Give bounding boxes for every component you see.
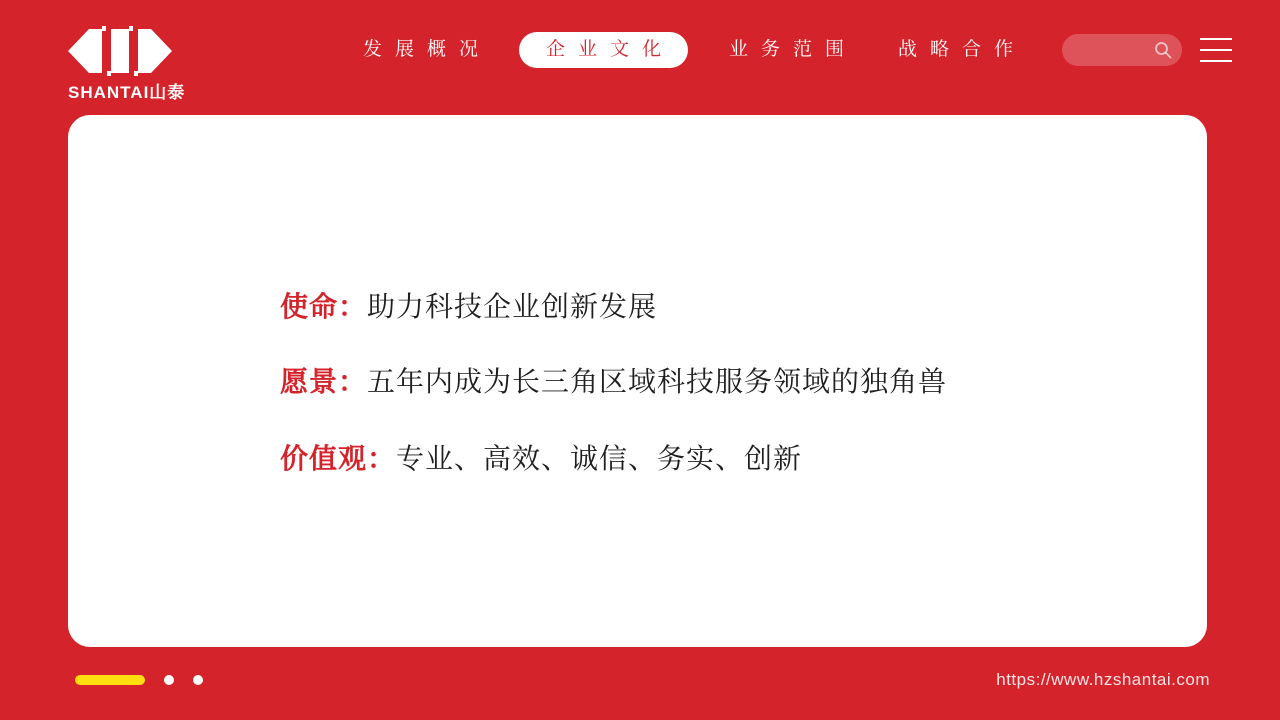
vision-label: 愿景： xyxy=(280,366,368,397)
search-icon[interactable] xyxy=(1154,41,1172,59)
slide-pagination xyxy=(75,675,203,685)
mission-label: 使命： xyxy=(280,291,368,322)
content-card xyxy=(68,115,1207,647)
mission-text: 助力科技企业创新发展 xyxy=(367,291,658,322)
pagination-active-indicator[interactable] xyxy=(75,675,145,685)
brand-logo-icon xyxy=(68,26,172,76)
nav-item-development-overview[interactable]: 发展概况 xyxy=(363,39,492,60)
vision-line xyxy=(280,360,947,400)
search-input[interactable] xyxy=(1074,34,1154,66)
pagination-dot-3[interactable] xyxy=(193,675,203,685)
nav-item-strategic-cooperation[interactable]: 战略合作 xyxy=(898,39,1027,60)
nav-item-business-scope[interactable]: 业务范围 xyxy=(729,39,858,60)
values-text: 专业、高效、诚信、务实、创新 xyxy=(396,443,803,474)
values-label: 价值观： xyxy=(280,443,397,474)
nav-item-corporate-culture[interactable]: 企业文化 xyxy=(519,32,688,68)
values-line xyxy=(280,437,802,477)
brand-name: SHANTAI山泰 xyxy=(68,83,186,102)
mission-line xyxy=(280,285,657,325)
brand-logo[interactable] xyxy=(68,26,186,103)
search-box[interactable] xyxy=(1062,34,1182,66)
site-url: https://www.hzshantai.com xyxy=(996,670,1210,689)
hamburger-menu-icon[interactable] xyxy=(1200,38,1232,63)
main-menu xyxy=(350,32,1026,68)
pagination-dot-2[interactable] xyxy=(164,675,174,685)
top-nav xyxy=(0,0,1280,100)
vision-text: 五年内成为长三角区域科技服务领域的独角兽 xyxy=(367,366,948,397)
